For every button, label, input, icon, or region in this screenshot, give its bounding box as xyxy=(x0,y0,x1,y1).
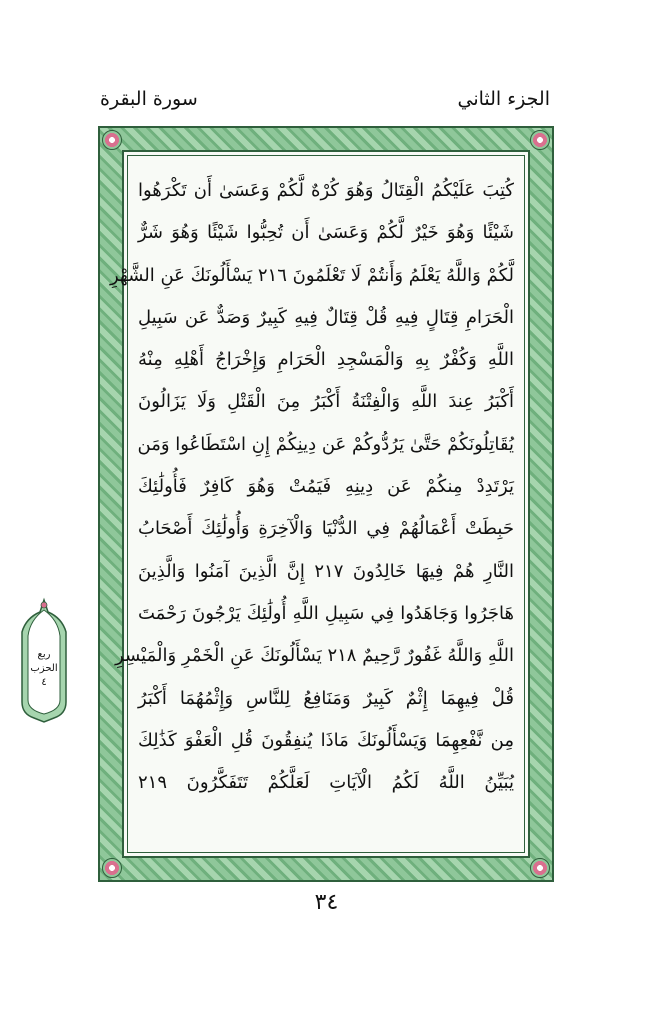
juz-title: الجزء الثاني xyxy=(457,88,550,110)
text-panel xyxy=(109,150,530,858)
ornamental-frame xyxy=(98,126,554,882)
corner-flower-icon xyxy=(102,858,122,878)
page-header xyxy=(100,88,550,122)
text-line: كُتِبَ عَلَيْكُمُ الْقِتَالُ وَهُوَ كُرْهٌ لَّكُمْ وَعَسَىٰ أَن تَكْرَهُوا xyxy=(138,180,514,201)
text-line: يُبَيِّنُ اللَّهُ لَكُمُ الْآيَاتِ لَعَلَّكُمْ تَتَفَكَّرُونَ ٢١٩ xyxy=(138,772,514,794)
text-line: اللَّهِ وَكُفْرٌ بِهِ وَالْمَسْجِدِ الْحَرَامِ وَإِخْرَاجُ أَهْلِهِ مِنْهُ xyxy=(138,349,514,371)
quran-text xyxy=(109,170,514,840)
hizb-marker xyxy=(18,598,70,724)
text-line: يَرْتَدِدْ مِنكُمْ عَن دِينِهِ فَيَمُتْ وَهُوَ كَافِرٌ فَأُولَٰئِكَ xyxy=(138,476,514,498)
text-line: شَيْئًا وَهُوَ خَيْرٌ لَّكُمْ وَعَسَىٰ أَن تُحِبُّوا شَيْئًا وَهُوَ شَرٌّ xyxy=(138,222,514,244)
corner-flower-icon xyxy=(102,130,122,150)
text-line: أَكْبَرُ عِندَ اللَّهِ وَالْفِتْنَةُ أَكْبَرُ مِنَ الْقَتْلِ وَلَا يَزَالُونَ xyxy=(138,391,514,413)
hizb-quarter-label: ربع xyxy=(37,649,51,660)
text-line: مِن نَّفْعِهِمَا وَيَسْأَلُونَكَ مَاذَا يُنفِقُونَ قُلِ الْعَفْوَ كَذَٰلِكَ xyxy=(138,729,514,751)
text-line: اللَّهِ وَاللَّهُ غَفُورٌ رَّحِيمٌ ٢١٨ يَسْأَلُونَكَ عَنِ الْخَمْرِ وَالْمَيْسِرِ xyxy=(115,645,514,667)
corner-flower-icon xyxy=(530,130,550,150)
page-number: ٣٤ xyxy=(314,890,339,915)
text-line: يُقَاتِلُونَكُمْ حَتَّىٰ يَرُدُّوكُمْ عَن دِينِكُمْ إِنِ اسْتَطَاعُوا وَمَن xyxy=(137,433,514,455)
hizb-label: الحزب xyxy=(30,663,58,674)
text-line: لَّكُمْ وَاللَّهُ يَعْلَمُ وَأَنتُمْ لَا تَعْلَمُونَ ٢١٦ يَسْأَلُونَكَ عَنِ الشَّهْرِ xyxy=(109,264,514,286)
text-line: الْحَرَامِ قِتَالٍ فِيهِ قُلْ قِتَالٌ فِيهِ كَبِيرٌ وَصَدٌّ عَن سَبِيلِ xyxy=(138,306,514,328)
text-line: حَبِطَتْ أَعْمَالُهُمْ فِي الدُّنْيَا وَالْآخِرَةِ وَأُولَٰئِكَ أَصْحَابُ xyxy=(138,518,514,540)
corner-flower-icon xyxy=(530,858,550,878)
text-line: هَاجَرُوا وَجَاهَدُوا فِي سَبِيلِ اللَّهِ أُولَٰئِكَ يَرْجُونَ رَحْمَتَ xyxy=(138,602,514,624)
hizb-number: ٤ xyxy=(41,677,47,688)
surah-title: سورة البقرة xyxy=(100,88,198,110)
text-line: النَّارِ هُمْ فِيهَا خَالِدُونَ ٢١٧ إِنَّ الَّذِينَ آمَنُوا وَالَّذِينَ xyxy=(138,560,514,582)
text-line: قُلْ فِيهِمَا إِثْمٌ كَبِيرٌ وَمَنَافِعُ لِلنَّاسِ وَإِثْمُهُمَا أَكْبَرُ xyxy=(138,687,514,709)
